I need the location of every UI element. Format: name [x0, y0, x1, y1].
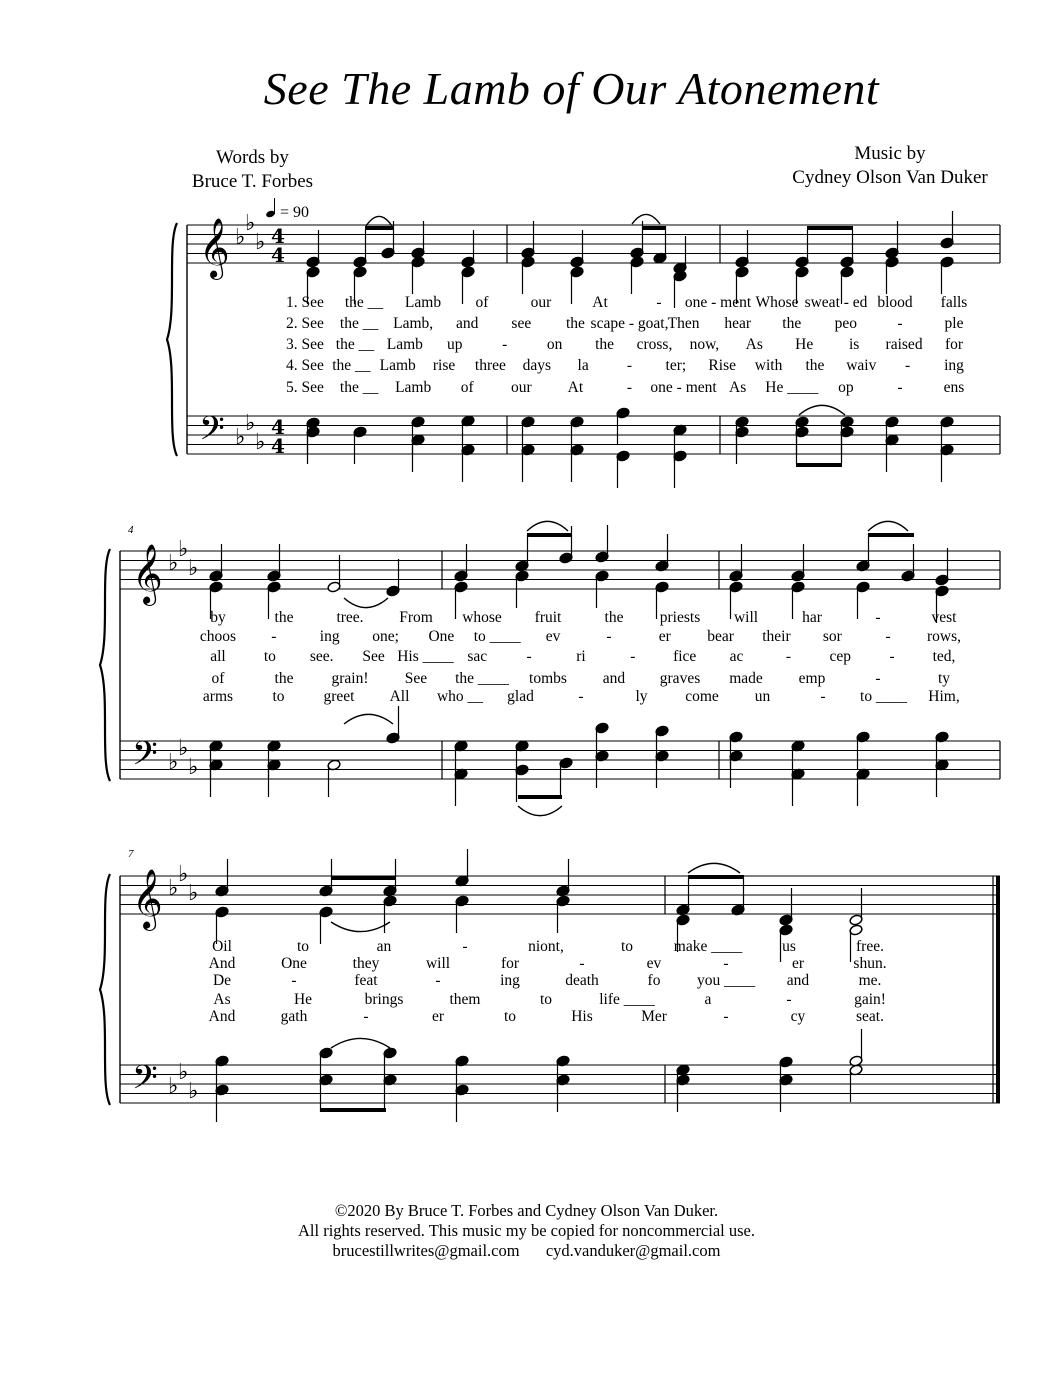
lyric-syllable: har	[802, 609, 822, 626]
lyric-syllable: they	[352, 955, 380, 972]
lyric-syllable: Lamb	[395, 379, 432, 396]
email-forbes: brucestillwrites@gmail.com	[332, 1241, 520, 1260]
slur	[518, 806, 562, 816]
lyric-syllable: His	[571, 1008, 593, 1025]
lyric-syllable: -	[626, 379, 633, 396]
lyric-syllable: fo	[647, 972, 661, 989]
lyric-syllable: bear	[707, 628, 734, 645]
flat-icon: ♭	[255, 430, 266, 455]
lyric-syllable: scape - goat,	[590, 315, 669, 332]
lyric-syllable: sor	[822, 628, 842, 645]
lyric-syllable: Rise	[708, 357, 736, 374]
measure-number: 7	[128, 848, 134, 860]
lyric-syllable: 3. See	[286, 336, 324, 353]
lyric-syllable: their	[762, 628, 791, 645]
flat-icon: ♭	[188, 881, 199, 906]
lyric-syllable: hear	[724, 315, 751, 332]
flat-icon: ♭	[235, 225, 246, 250]
lyric-syllable: Then	[667, 315, 700, 332]
lyric-syllable: cep	[829, 648, 852, 665]
flat-icon: ♭	[188, 755, 199, 780]
lyric-syllable: -	[291, 972, 297, 989]
slur	[344, 714, 393, 724]
lyric-syllable: -	[875, 670, 881, 687]
flat-icon: ♭	[255, 230, 266, 255]
lyric-syllable: -	[786, 991, 792, 1008]
lyric-syllable: -	[435, 972, 441, 989]
time-signature-top: 4	[271, 415, 285, 439]
lyric-syllable: tombs	[529, 670, 567, 687]
lyric-syllable: vest	[931, 609, 957, 626]
lyric-syllable: see	[511, 315, 532, 332]
slur	[688, 863, 740, 873]
lyric-syllable: er	[431, 1008, 445, 1025]
lyric-syllable: the	[274, 670, 294, 687]
flat-icon: ♭	[245, 211, 256, 236]
slur	[331, 922, 390, 932]
lyric-syllable: At	[567, 379, 584, 396]
slur	[344, 598, 388, 608]
email-vanduker: cyd.vanduker@gmail.com	[545, 1241, 721, 1260]
lyric-syllable: the __	[332, 357, 371, 374]
lyric-syllable: ac	[729, 648, 744, 665]
lyric-syllable: See	[404, 670, 428, 687]
lyric-syllable: -	[723, 1008, 729, 1025]
lyric-syllable: -	[578, 688, 584, 705]
lyric-syllable: -	[897, 379, 903, 396]
lyric-syllable: of	[460, 379, 474, 396]
lyric-syllable: graves	[659, 670, 701, 687]
lyric-syllable: by	[210, 609, 226, 626]
lyric-syllable: for	[500, 955, 520, 972]
lyric-syllable: -	[889, 648, 895, 665]
lyric-syllable: niont,	[528, 938, 564, 955]
brace	[100, 549, 110, 781]
lyric-syllable: -	[626, 357, 633, 374]
lyric-syllable: the __	[339, 379, 379, 396]
lyric-syllable: see.	[309, 648, 334, 665]
lyric-syllable: -	[785, 648, 792, 665]
lyric-syllable: -	[723, 955, 729, 972]
lyric-syllable: ev	[545, 628, 561, 645]
lyric-syllable: ens	[943, 379, 965, 396]
lyric-syllable: with	[754, 357, 783, 374]
lyric-syllable: -	[502, 336, 508, 353]
lyric-syllable: our	[510, 379, 532, 396]
lyric-syllable: us	[782, 938, 796, 955]
lyric-syllable: sweat - ed	[804, 294, 868, 311]
lyric-syllable: grain!	[331, 670, 369, 687]
lyric-syllable: ple	[944, 315, 964, 332]
measure-number: 4	[128, 524, 134, 536]
lyric-syllable: them	[449, 991, 481, 1008]
brace	[100, 874, 110, 1105]
lyric-syllable: He ____	[765, 379, 819, 396]
lyric-syllable: death	[565, 972, 599, 989]
lyric-syllable: life ____	[599, 991, 655, 1008]
lyric-syllable: fice	[673, 648, 697, 665]
lyric-syllable: and	[456, 315, 479, 332]
slur	[527, 521, 568, 531]
lyric-syllable: to	[620, 938, 634, 955]
lyric-syllable: As	[729, 379, 747, 396]
lyric-syllable: Whose	[755, 294, 799, 311]
flat-icon: ♭	[178, 537, 189, 562]
flat-icon: ♭	[168, 876, 179, 901]
song-title: See The Lamb of Our Atonement	[263, 63, 880, 114]
lyric-syllable: the ____	[455, 670, 509, 687]
lyric-syllable: feat	[354, 972, 378, 989]
lyric-syllable: the	[274, 609, 294, 626]
lyric-syllable: tree.	[336, 609, 364, 626]
lyric-syllable: From	[399, 609, 433, 626]
lyric-syllable: ri	[576, 648, 586, 665]
lyric-syllable: arms	[202, 688, 234, 705]
lyric-syllable: As	[213, 991, 231, 1008]
lyric-syllable: -	[271, 628, 277, 645]
lyric-syllable: -	[363, 1008, 369, 1025]
lyric-syllable: ev	[646, 955, 662, 972]
lyric-syllable: er	[791, 955, 805, 972]
lyric-syllable: 2. See	[286, 315, 324, 332]
lyric-syllable: will	[425, 955, 451, 972]
lyric-syllable: the	[565, 315, 585, 332]
lyric-syllable: the __	[339, 315, 379, 332]
lyric-syllable: to ____	[473, 628, 521, 645]
lyric-syllable: op	[838, 379, 854, 396]
lyric-syllable: whose	[462, 609, 502, 626]
lyric-syllable: ing	[500, 972, 520, 989]
lyric-syllable: -	[630, 648, 636, 665]
lyric-syllable: -	[656, 294, 662, 311]
flat-icon: ♭	[178, 1060, 189, 1085]
lyric-syllable: Lamb	[379, 357, 416, 374]
lyric-syllable: the __	[335, 336, 375, 353]
flat-icon: ♭	[178, 736, 189, 761]
lyric-syllable: a	[704, 991, 712, 1008]
lyric-syllable: who __	[436, 688, 484, 705]
lyric-syllable: Oil	[212, 938, 232, 955]
lyric-syllable: Lamb	[386, 336, 423, 353]
bass-clef-icon: 𝄢	[132, 735, 158, 781]
lyric-syllable: un	[754, 688, 771, 705]
lyric-syllable: He	[795, 336, 814, 353]
lyric-syllable: Lamb,	[393, 315, 434, 332]
lyric-syllable: days	[522, 357, 551, 374]
lyric-syllable: He	[293, 991, 313, 1008]
lyric-syllable: -	[462, 938, 468, 955]
lyric-syllable: fruit	[534, 609, 562, 626]
lyric-syllable: the __	[344, 294, 384, 311]
lyric-syllable: to	[272, 688, 285, 705]
lyric-syllable: of	[211, 670, 225, 687]
lyric-syllable: all	[210, 648, 226, 665]
lyric-syllable: la	[577, 357, 589, 374]
lyric-syllable: make ____	[673, 938, 743, 955]
lyric-syllable: De	[212, 972, 232, 989]
lyric-syllable: on	[546, 336, 563, 353]
lyric-syllable: 1. See	[286, 294, 324, 311]
lyric-syllable: the	[604, 609, 624, 626]
lyric-syllable: ing	[319, 628, 340, 645]
lyric-syllable: an	[376, 938, 392, 955]
lyric-syllable: three	[474, 357, 506, 374]
time-signature-top: 4	[271, 224, 285, 248]
lyric-syllable: See	[362, 648, 385, 665]
bass-clef-icon: 𝄢	[132, 1059, 158, 1105]
lyric-syllable: At	[592, 294, 608, 311]
words-by-label: Words by	[216, 147, 289, 168]
lyric-syllable: raised	[885, 336, 923, 353]
lyric-syllable: His ____	[397, 648, 454, 665]
lyric-syllable: -	[526, 648, 532, 665]
lyricist-name: Bruce T. Forbes	[191, 171, 314, 192]
lyric-syllable: gath	[280, 1008, 308, 1025]
lyric-syllable: seat.	[856, 1008, 884, 1025]
lyric-syllable: of	[475, 294, 489, 311]
lyric-syllable: me.	[858, 972, 882, 989]
lyric-syllable: come	[685, 688, 719, 705]
lyric-syllable: One	[281, 955, 307, 972]
lyric-syllable: the	[595, 336, 614, 353]
time-signature-bottom: 4	[271, 243, 285, 267]
slur	[799, 405, 845, 415]
lyric-syllable: to ____	[860, 688, 907, 705]
lyric-syllable: free.	[856, 938, 884, 955]
lyric-syllable: brings	[364, 991, 404, 1008]
bass-clef-icon: 𝄢	[199, 410, 225, 456]
treble-clef-icon: 𝄞	[199, 218, 230, 278]
lyric-syllable: falls	[940, 294, 968, 311]
lyric-syllable: and	[786, 972, 810, 989]
lyric-syllable: cross,	[636, 336, 673, 353]
lyric-syllable: -	[606, 628, 612, 645]
lyric-syllable: All	[389, 688, 410, 705]
lyric-syllable: priests	[659, 609, 701, 626]
lyric-syllable: Lamb	[404, 294, 442, 311]
lyric-syllable: As	[745, 336, 763, 353]
lyric-syllable: for	[944, 336, 964, 353]
lyric-syllable: our	[530, 294, 552, 311]
contact-emails	[0, 1241, 1053, 1261]
slur	[868, 521, 908, 531]
lyric-syllable: peo	[834, 315, 858, 332]
lyric-syllable: 4. See	[286, 357, 324, 374]
lyric-syllable: is	[848, 336, 860, 353]
lyric-syllable: sac	[467, 648, 488, 665]
lyric-syllable: will	[733, 609, 759, 626]
lyric-syllable: one - ment	[684, 294, 752, 311]
tempo-value: = 90	[280, 204, 310, 221]
lyric-syllable: Mer	[641, 1008, 667, 1025]
lyric-syllable: and	[602, 670, 626, 687]
lyric-syllable: gain!	[854, 991, 886, 1008]
lyric-syllable: choos	[199, 628, 237, 645]
lyric-syllable: -	[579, 955, 585, 972]
lyric-syllable: one - ment	[650, 379, 717, 396]
lyric-syllable: -	[875, 609, 881, 626]
lyric-syllable: to	[263, 648, 276, 665]
brace	[167, 223, 177, 456]
lyric-syllable: to	[296, 938, 310, 955]
lyric-syllable: the	[805, 357, 825, 374]
lyric-syllable: And	[208, 955, 236, 972]
lyric-syllable: now,	[689, 336, 720, 353]
lyric-syllable: ted,	[932, 648, 956, 665]
lyric-syllable: emp	[798, 670, 826, 687]
lyric-syllable: rows,	[926, 628, 962, 645]
lyric-syllable: ter;	[665, 357, 687, 374]
lyric-syllable: the	[782, 315, 802, 332]
time-signature-bottom: 4	[271, 434, 285, 458]
lyric-syllable: ing	[944, 357, 964, 374]
flat-icon: ♭	[178, 862, 189, 887]
lyric-syllable: 5. See	[286, 379, 324, 396]
flat-icon: ♭	[168, 1074, 179, 1099]
lyric-syllable: Him,	[928, 688, 960, 705]
lyric-syllable: And	[208, 1008, 236, 1025]
music-by-label: Music by	[854, 143, 926, 164]
lyric-syllable: made	[729, 670, 763, 687]
flat-icon: ♭	[168, 551, 179, 576]
lyric-syllable: waiv	[846, 357, 877, 374]
lyric-syllable: to	[503, 1008, 517, 1025]
lyric-syllable: greet	[323, 688, 355, 705]
lyric-syllable: ty	[937, 670, 951, 687]
composer-name: Cydney Olson Van Duker	[792, 167, 988, 188]
lyric-syllable: glad	[507, 688, 534, 705]
treble-clef-icon: 𝄞	[132, 544, 163, 604]
lyric-syllable: to	[539, 991, 553, 1008]
lyric-syllable: blood	[877, 294, 913, 311]
flat-icon: ♭	[188, 556, 199, 581]
lyric-syllable: er	[658, 628, 671, 645]
lyric-syllable: -	[885, 628, 891, 645]
lyric-syllable: up	[447, 336, 463, 353]
lyric-syllable: One	[428, 628, 455, 645]
rights-line: All rights reserved. This music my be copied for noncommercial use.	[298, 1221, 755, 1240]
lyric-syllable: one;	[372, 628, 399, 645]
lyric-syllable: -	[820, 688, 826, 705]
lyric-syllable: you ____	[696, 972, 756, 989]
slur	[331, 1038, 390, 1048]
slur	[632, 214, 660, 224]
lyric-syllable: -	[897, 315, 903, 332]
flat-icon: ♭	[245, 411, 256, 436]
lyric-syllable: -	[905, 357, 911, 374]
lyric-syllable: ly	[635, 688, 648, 705]
lyric-syllable: shun.	[853, 955, 887, 972]
flat-icon: ♭	[235, 425, 246, 450]
treble-clef-icon: 𝄞	[132, 869, 163, 929]
lyric-syllable: rise	[432, 357, 456, 374]
lyric-syllable: cy	[790, 1008, 806, 1025]
copyright-footer	[0, 1201, 1053, 1261]
flat-icon: ♭	[168, 750, 179, 775]
copyright-line: ©2020 By Bruce T. Forbes and Cydney Olson Van Duker.	[334, 1201, 719, 1220]
flat-icon: ♭	[188, 1079, 199, 1104]
